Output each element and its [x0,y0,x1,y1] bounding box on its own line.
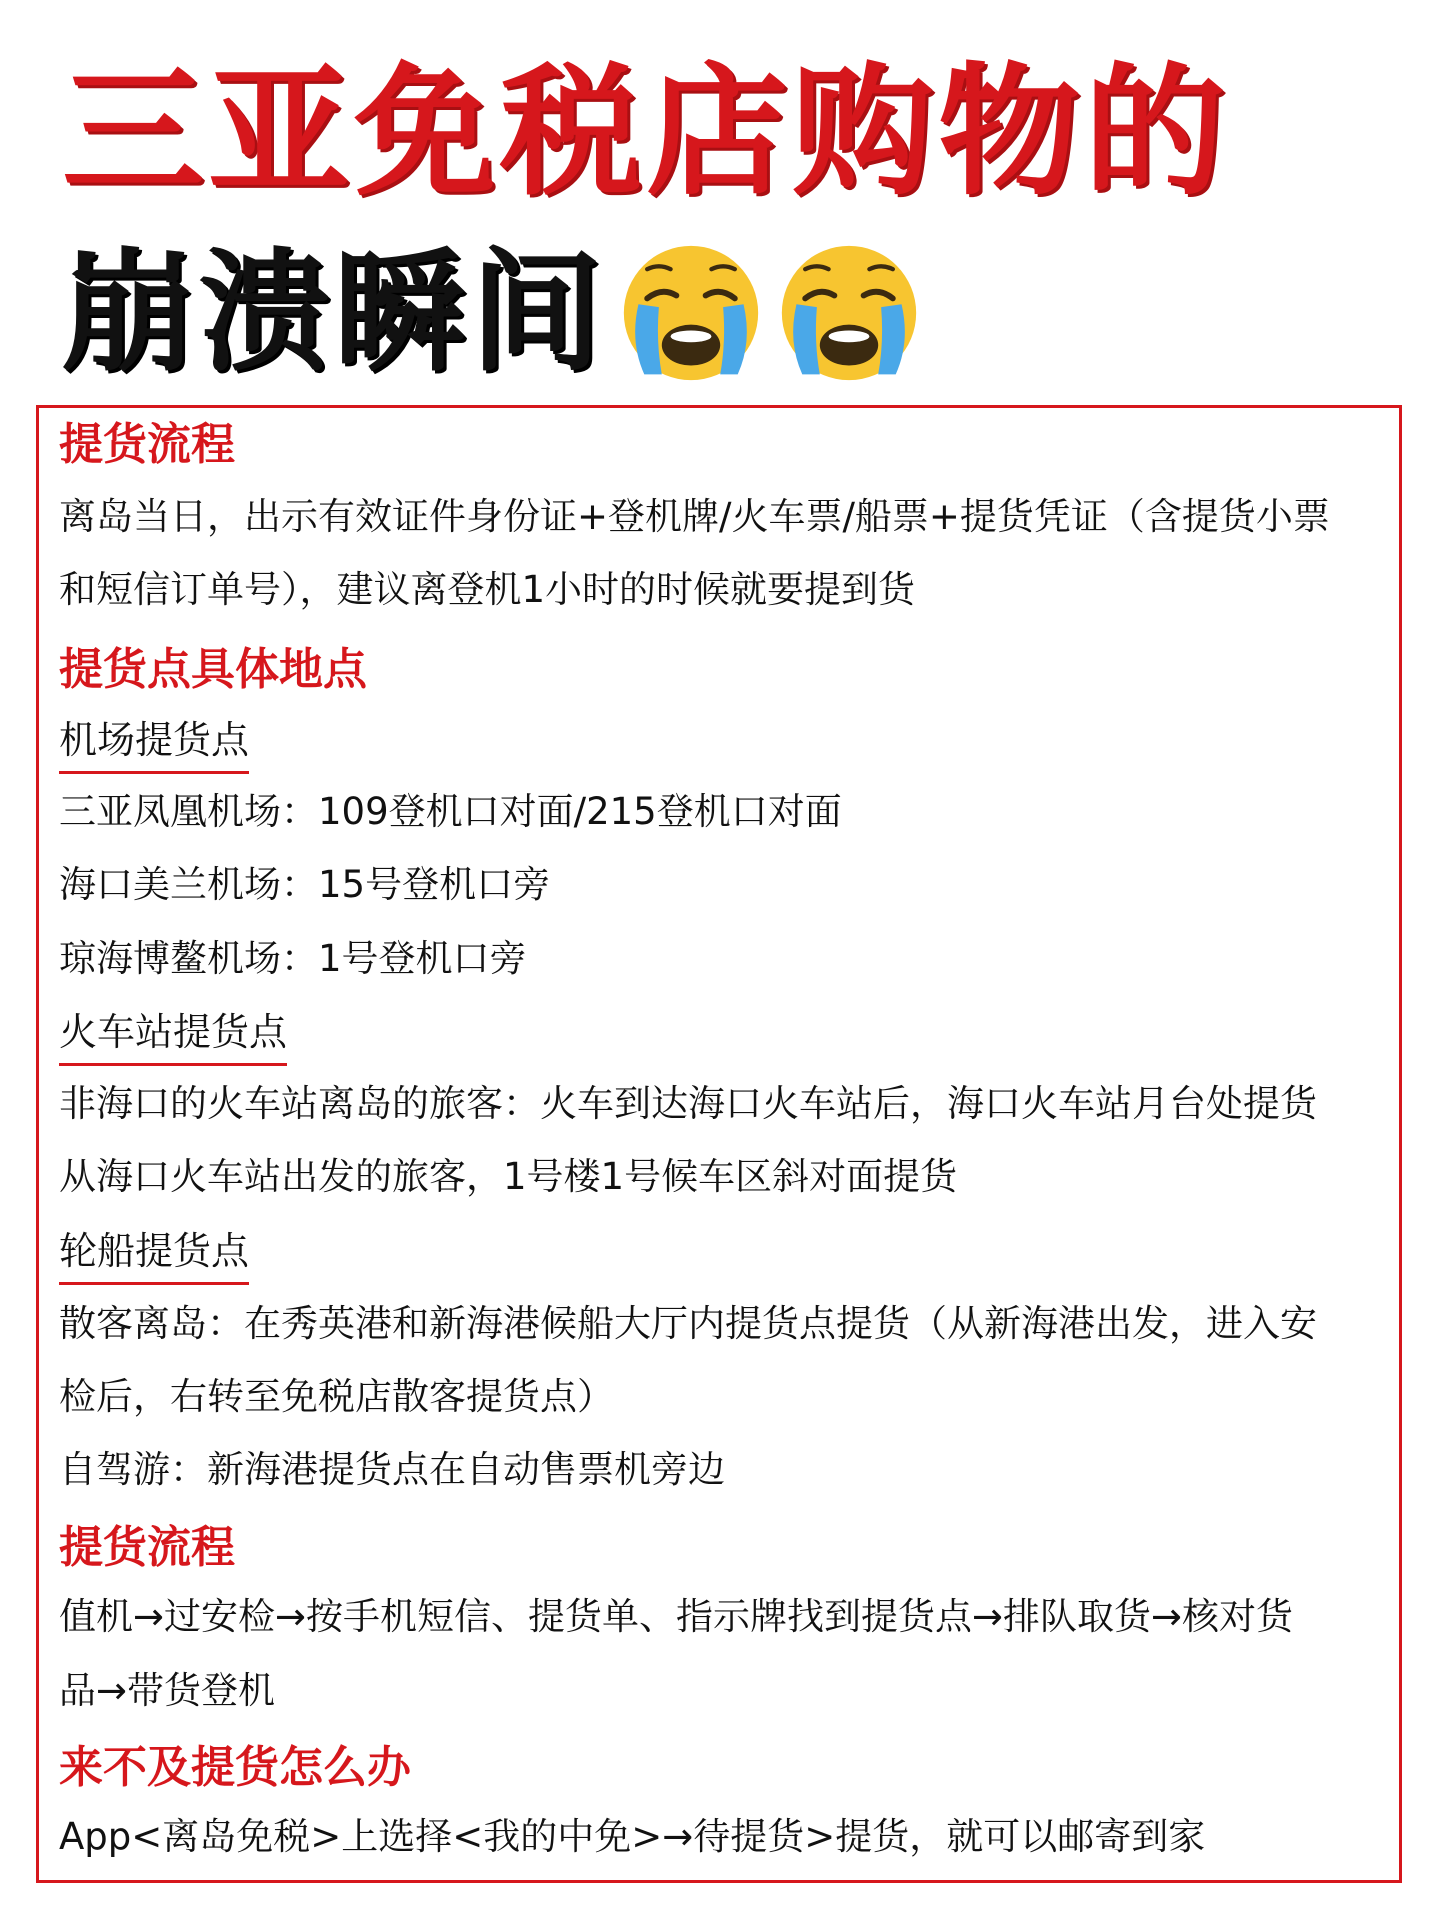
subheading-ship: 轮船提货点 [59,1232,249,1285]
late-pickup-line-1: App<离岛免税>上选择<我的中免>→待提货>提货，就可以邮寄到家 [59,1815,1206,1858]
section-title-pickup-locations: 提货点具体地点 [59,644,367,695]
subheading-airport: 机场提货点 [59,721,249,774]
crying-face-icon [618,240,764,386]
crying-face-icon [776,240,922,386]
airport-line-1: 三亚凤凰机场：109登机口对面/215登机口对面 [59,790,842,833]
airport-line-2: 海口美兰机场：15号登机口旁 [59,863,551,906]
section-title-pickup-flow: 提货流程 [59,1522,235,1573]
airport-line-3: 琼海博鳌机场：1号登机口旁 [59,937,527,980]
pickup-flow-line-2: 品→带货登机 [59,1669,276,1712]
pickup-process-line-1: 离岛当日，出示有效证件身份证+登机牌/火车票/船票+提货凭证（含提货小票 [59,495,1330,538]
ship-line-3: 自驾游：新海港提货点在自动售票机旁边 [59,1448,725,1491]
page-title-line2: 崩溃瞬间 [62,236,606,390]
pickup-flow-line-1: 值机→过安检→按手机短信、提货单、指示牌找到提货点→排队取货→核对货 [59,1595,1294,1638]
content-box [36,405,1402,1883]
ship-line-1: 散客离岛：在秀英港和新海港候船大厅内提货点提货（从新海港出发，进入安 [59,1302,1317,1345]
subheading-train: 火车站提货点 [59,1013,287,1066]
page-title-row2 [62,236,922,390]
train-line-2: 从海口火车站出发的旅客，1号楼1号候车区斜对面提货 [59,1155,958,1198]
train-line-1: 非海口的火车站离岛的旅客：火车到达海口火车站后，海口火车站月台处提货 [59,1082,1317,1125]
section-title-pickup-process: 提货流程 [59,419,235,470]
pickup-process-line-2: 和短信订单号），建议离登机1小时的时候就要提到货 [59,568,916,611]
page-title-line1: 三亚免税店购物的 [62,50,1230,215]
ship-line-2: 检后，右转至免税店散客提货点） [59,1375,614,1418]
section-title-late-pickup: 来不及提货怎么办 [59,1742,411,1793]
